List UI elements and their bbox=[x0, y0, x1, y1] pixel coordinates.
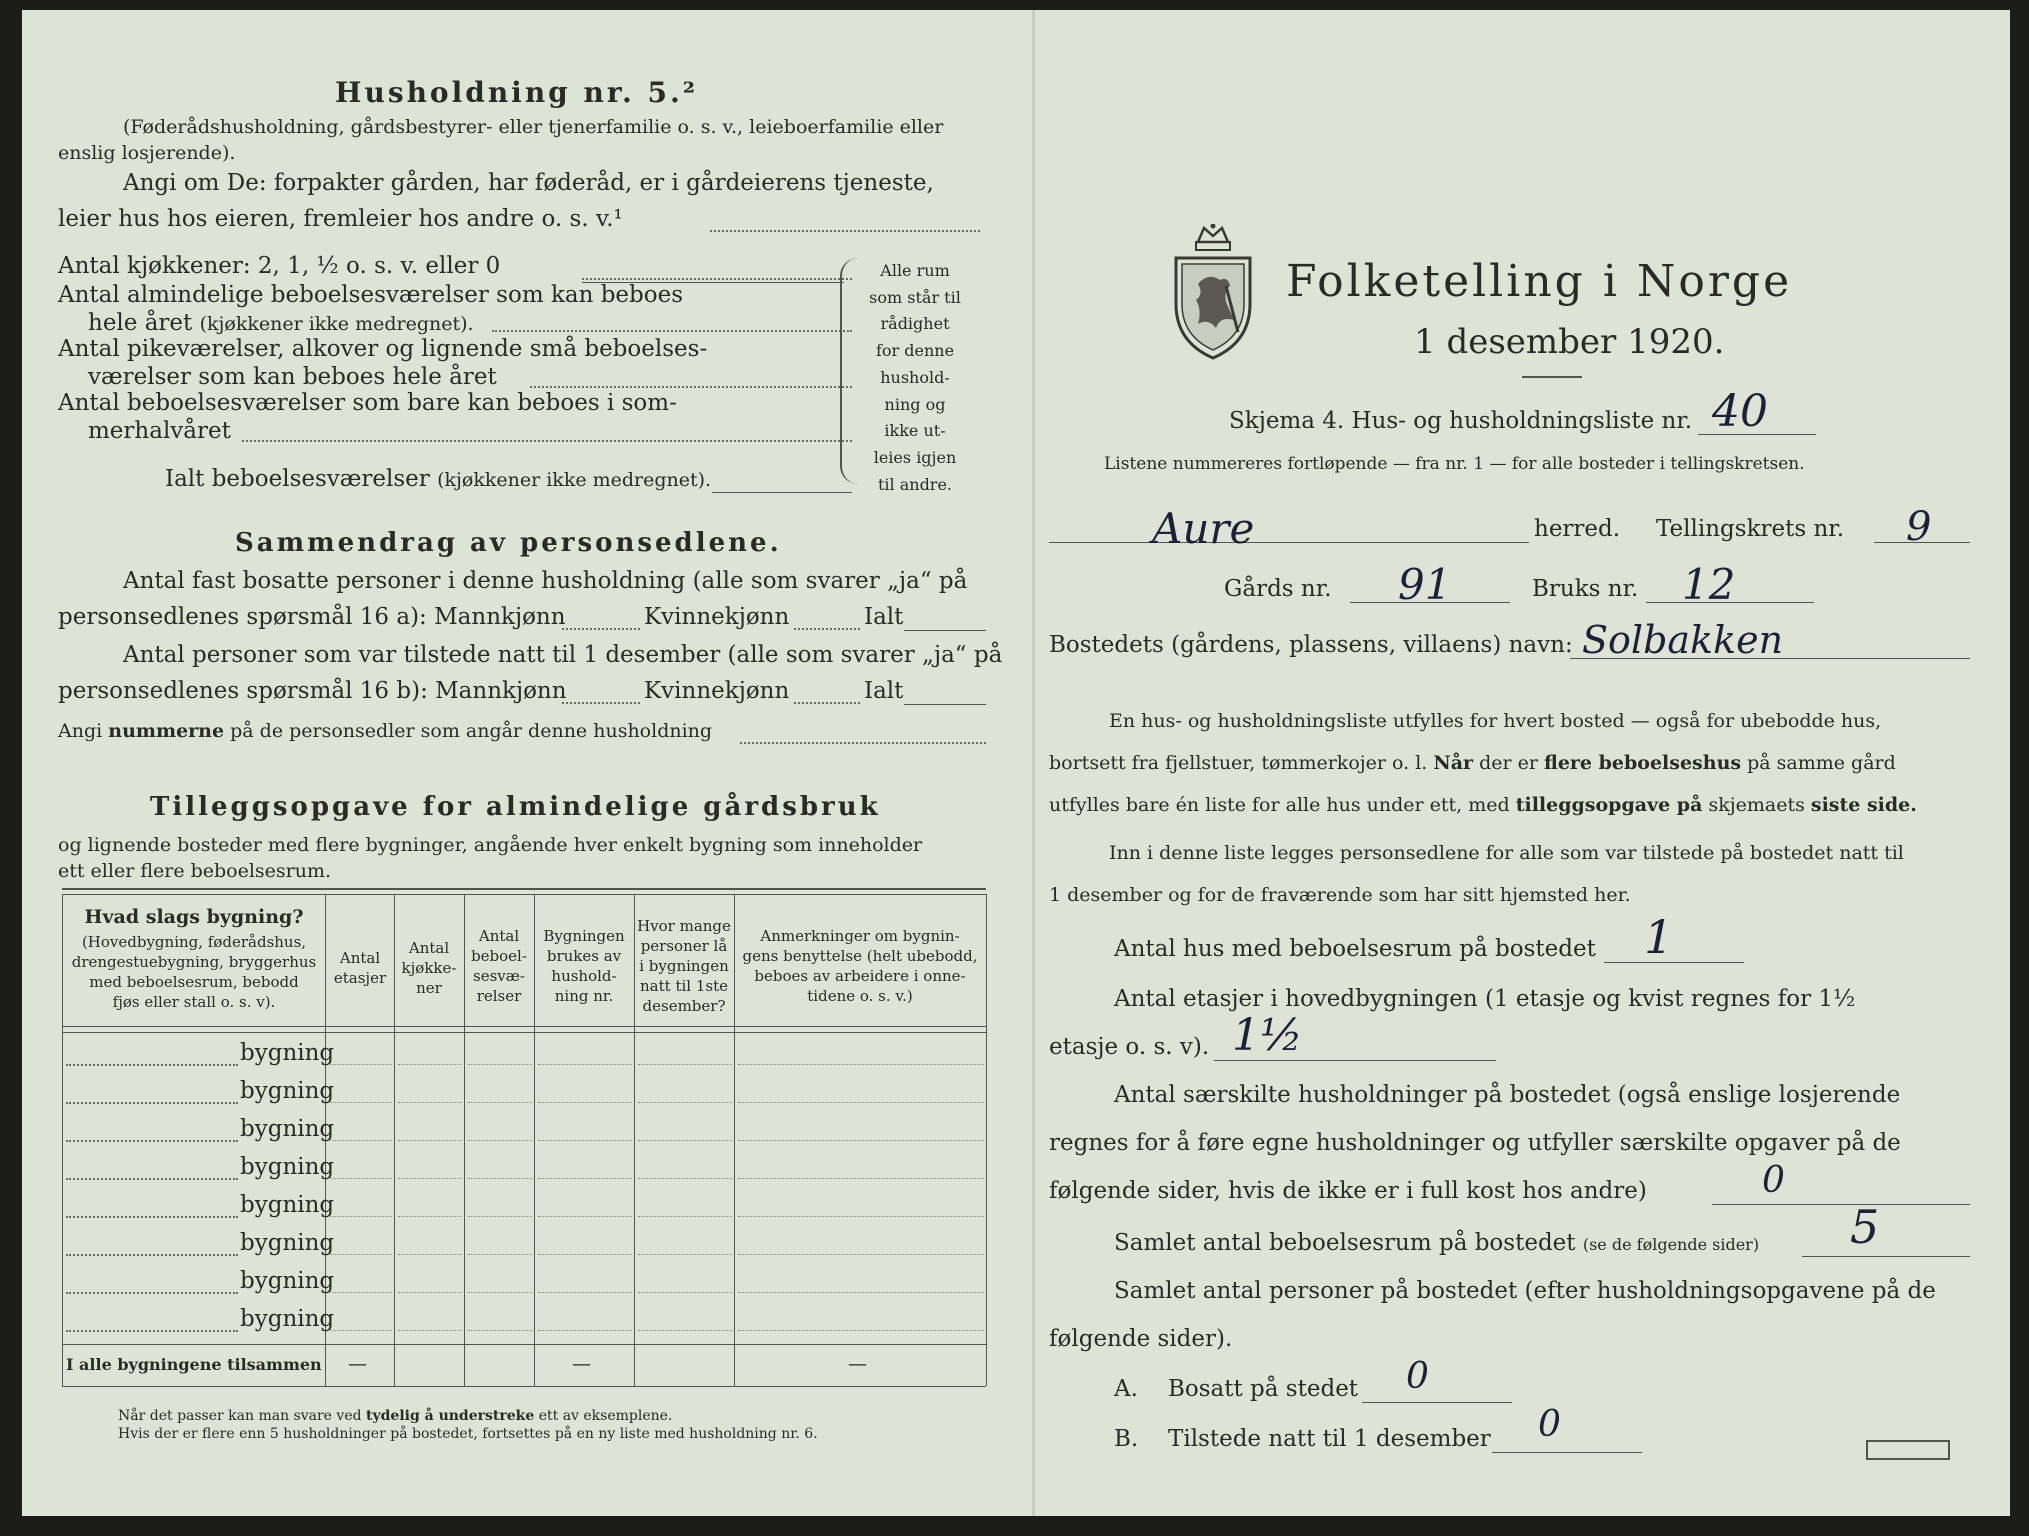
residence-name-value[interactable]: Solbakken bbox=[1582, 618, 1784, 662]
summary-line-1: Antal fast bosatte personer i denne husholdning (alle som svarer „ja“ på bbox=[123, 568, 968, 594]
col-building-type-sub-line: drengestuebygning, bryggerhus bbox=[71, 953, 317, 971]
brace-note-line: Alle rum bbox=[880, 261, 950, 280]
table-cell[interactable] bbox=[468, 1102, 532, 1103]
table-cell[interactable] bbox=[398, 1064, 462, 1065]
kitchens-label: Antal kjøkkener: 2, 1, ½ o. s. v. eller 0 bbox=[58, 253, 501, 279]
census-form-sheet bbox=[22, 10, 2010, 1516]
col-persons-header-line: desember? bbox=[642, 997, 726, 1015]
col-persons-header-line: i bygningen bbox=[639, 957, 729, 975]
table-cell[interactable] bbox=[738, 1140, 984, 1141]
holding-number-value[interactable]: 12 bbox=[1682, 560, 1736, 609]
table-cell[interactable] bbox=[538, 1102, 632, 1103]
title-rule bbox=[1522, 376, 1582, 378]
total-notes-dash: — bbox=[848, 1353, 867, 1375]
supplement-line-1: og lignende bosteder med flere bygninger, angående hver enkelt bygning som inneholder bbox=[58, 834, 923, 856]
col-persons-header-line: natt til 1ste bbox=[640, 977, 728, 995]
instructions-1-line-2: bortsett fra fjellstuer, tømmerkojer o. l. Når der er flere beboelseshus på samme gård bbox=[1049, 752, 1896, 774]
maid-rooms-field[interactable] bbox=[530, 386, 852, 388]
table-cell[interactable] bbox=[538, 1254, 632, 1255]
brace-note-line: leies igjen bbox=[873, 447, 957, 467]
building-type-field[interactable] bbox=[66, 1064, 238, 1066]
households-value[interactable]: 0 bbox=[1762, 1160, 1785, 1201]
col-notes-header-line: tidene o. s. v.) bbox=[807, 987, 913, 1005]
table-cell[interactable] bbox=[638, 1292, 732, 1293]
table-cell[interactable] bbox=[468, 1216, 532, 1217]
holding-number-label: Bruks nr. bbox=[1532, 576, 1639, 602]
table-cell[interactable] bbox=[638, 1330, 732, 1331]
schema-label: Skjema 4. Hus- og husholdningsliste nr. bbox=[1229, 408, 1693, 434]
instructions-1-line-3: utfylles bare én liste for alle hus under ett, med tilleggsopgave på skjemaets siste side. bbox=[1049, 794, 1917, 816]
col-notes-header-line: beboes av arbeidere i onne- bbox=[754, 967, 966, 985]
col-persons-header-line: personer lå bbox=[640, 937, 728, 955]
total-row-label: I alle bygningene tilsammen bbox=[66, 1355, 322, 1374]
table-cell[interactable] bbox=[328, 1254, 392, 1255]
angi-line-1: Angi om De: forpakter gården, har føderåd, er i gårdeierens tjeneste, bbox=[123, 170, 934, 196]
table-cell[interactable] bbox=[468, 1140, 532, 1141]
table-cell[interactable] bbox=[738, 1102, 984, 1103]
total-label-2: Ialt bbox=[864, 678, 904, 704]
supplement-line-2: ett eller flere beboelsesrum. bbox=[58, 860, 332, 882]
table-cell[interactable] bbox=[538, 1178, 632, 1179]
table-cell[interactable] bbox=[538, 1140, 632, 1141]
col-floors-header-line: etasjer bbox=[333, 969, 387, 987]
table-cell[interactable] bbox=[398, 1254, 462, 1255]
farm-number-value[interactable]: 91 bbox=[1398, 560, 1452, 609]
table-cell[interactable] bbox=[398, 1102, 462, 1103]
maid-rooms-label-1: Antal pikeværelser, alkover og lignende små beboelses- bbox=[58, 336, 708, 362]
male-residents-field[interactable] bbox=[562, 628, 640, 630]
table-cell[interactable] bbox=[738, 1292, 984, 1293]
summary-line-4: personsedlenes spørsmål 16 b): Mannkjønn bbox=[58, 678, 567, 704]
table-cell[interactable] bbox=[328, 1064, 392, 1065]
household-subtitle-2: enslig losjerende). bbox=[58, 142, 236, 164]
table-cell[interactable] bbox=[398, 1330, 462, 1331]
person-numbers-field[interactable] bbox=[740, 742, 986, 744]
col-rooms-header-line: sesvæ- bbox=[473, 967, 525, 985]
brace-note-line: ikke ut- bbox=[884, 421, 946, 441]
table-cell[interactable] bbox=[468, 1254, 532, 1255]
female-present-field[interactable] bbox=[794, 702, 860, 704]
table-cell[interactable] bbox=[328, 1216, 392, 1217]
building-type-field[interactable] bbox=[66, 1254, 238, 1256]
summary-line-2: personsedlenes spørsmål 16 a): Mannkjønn bbox=[58, 604, 566, 630]
col-rooms-header-line: relser bbox=[476, 987, 522, 1005]
municipality-underline bbox=[1049, 542, 1529, 543]
table-cell[interactable] bbox=[398, 1216, 462, 1217]
col-household-header bbox=[535, 926, 633, 1006]
supplement-title: Tilleggsopgave for almindelige gårdsbruk bbox=[150, 792, 881, 822]
brace-note-line: hushold- bbox=[880, 367, 950, 387]
col-kitchens-header-line: kjøkke- bbox=[401, 959, 457, 977]
table-cell[interactable] bbox=[638, 1140, 732, 1141]
building-row-label: bygning bbox=[240, 1078, 335, 1104]
building-row-label: bygning bbox=[240, 1154, 335, 1180]
table-cell[interactable] bbox=[398, 1140, 462, 1141]
female-residents-field[interactable] bbox=[794, 628, 860, 630]
summer-rooms-label-2: merhalvåret bbox=[88, 418, 231, 444]
brace-note-line: for denne bbox=[875, 341, 955, 361]
person-numbers-label: Angi nummerne på de personsedler som angår denne husholdning bbox=[58, 720, 713, 742]
footnote-2: Hvis der er flere enn 5 husholdninger på bostedet, fortsettes på en ny liste med husholdning nr. 6. bbox=[118, 1426, 818, 1442]
table-cell[interactable] bbox=[738, 1254, 984, 1255]
table-cell[interactable] bbox=[738, 1064, 984, 1065]
household-title: Husholdning nr. 5.² bbox=[335, 76, 699, 109]
coat-of-arms-icon bbox=[1168, 224, 1258, 362]
rooms-label-1: Antal almindelige beboelsesværelser som kan beboes bbox=[58, 282, 684, 308]
summary-line-3: Antal personer som var tilstede natt til 1 desember (alle som svarer „ja“ på bbox=[123, 642, 1003, 668]
present-underline bbox=[1492, 1452, 1642, 1453]
table-cell[interactable] bbox=[468, 1178, 532, 1179]
instructions-1-line-1: En hus- og husholdningsliste utfylles for hvert bosted — også for ubebodde hus, bbox=[1109, 710, 1882, 732]
building-type-field[interactable] bbox=[66, 1330, 238, 1332]
brace-note-line: til andre. bbox=[877, 474, 953, 494]
table-cell[interactable] bbox=[468, 1330, 532, 1331]
col-kitchens-header-line: Antal bbox=[408, 939, 450, 957]
brace-note-line: rådighet bbox=[880, 314, 950, 334]
table-cell[interactable] bbox=[638, 1216, 732, 1217]
herred-label: herred. bbox=[1534, 516, 1621, 542]
resident-label-letter: A. bbox=[1114, 1376, 1138, 1402]
table-cell[interactable] bbox=[638, 1102, 732, 1103]
building-row-label: bygning bbox=[240, 1192, 335, 1218]
table-cell[interactable] bbox=[638, 1064, 732, 1065]
col-kitchens-header bbox=[395, 938, 463, 998]
col-notes-header bbox=[735, 926, 985, 1006]
total-label-1: Ialt bbox=[864, 604, 904, 630]
angi-line-2: leier hus hos eieren, fremleier hos andre o. s. v.¹ bbox=[58, 206, 623, 232]
total-rooms-site-underline bbox=[1802, 1256, 1970, 1257]
present-value[interactable]: 0 bbox=[1538, 1404, 1561, 1445]
table-cell[interactable] bbox=[738, 1216, 984, 1217]
table-cell[interactable] bbox=[638, 1178, 732, 1179]
table-cell[interactable] bbox=[638, 1254, 732, 1255]
total-rooms-field[interactable] bbox=[712, 492, 852, 493]
male-present-field[interactable] bbox=[562, 702, 640, 704]
floors-label-1: Antal etasjer i hovedbygningen (1 etasje og kvist regnes for 1½ bbox=[1114, 986, 1856, 1012]
instructions-2-line-2: 1 desember og for de fraværende som har sitt hjemsted her. bbox=[1049, 884, 1631, 906]
table-cell[interactable] bbox=[538, 1216, 632, 1217]
col-rooms-header-line: beboel- bbox=[471, 947, 527, 965]
col-household-header-line: Bygningen bbox=[543, 927, 625, 945]
total-residents-field[interactable] bbox=[904, 630, 986, 631]
female-label-1: Kvinnekjønn bbox=[644, 604, 790, 630]
table-cell[interactable] bbox=[738, 1330, 984, 1331]
resident-underline bbox=[1362, 1402, 1512, 1403]
col-notes-header-line: Anmerkninger om bygnin- bbox=[760, 927, 960, 945]
rooms-field[interactable] bbox=[492, 330, 852, 332]
numbering-note: Listene nummereres fortløpende — fra nr. 1 — for alle bosteder i tellingskretsen. bbox=[1104, 454, 1805, 474]
col-rooms-header bbox=[465, 926, 533, 1006]
total-floors-dash: — bbox=[348, 1353, 367, 1375]
farm-number-label: Gårds nr. bbox=[1224, 576, 1332, 602]
col-persons-header bbox=[635, 916, 733, 1016]
district-value[interactable]: 9 bbox=[1906, 504, 1932, 550]
households-label-1: Antal særskilte husholdninger på bostedet (også enslige losjerende bbox=[1114, 1082, 1901, 1108]
building-row-label: bygning bbox=[240, 1268, 335, 1294]
brace-note-line: som står til bbox=[869, 287, 961, 307]
building-row-label: bygning bbox=[240, 1230, 335, 1256]
building-row-label: bygning bbox=[240, 1040, 335, 1066]
brace-note bbox=[860, 258, 970, 498]
household-subtitle-1: (Føderådshusholdning, gårdsbestyrer- eller tjenerfamilie o. s. v., leieboerfamilie eller bbox=[123, 116, 944, 138]
table-cell[interactable] bbox=[738, 1178, 984, 1179]
instructions-2-line-1: Inn i denne liste legges personsedlene for alle som var tilstede på bostedet natt til bbox=[1109, 842, 1904, 864]
building-row-label: bygning bbox=[240, 1306, 335, 1332]
table-cell[interactable] bbox=[468, 1292, 532, 1293]
col-household-header-line: brukes av bbox=[546, 947, 622, 965]
list-number-value[interactable]: 40 bbox=[1712, 386, 1768, 437]
houses-label: Antal hus med beboelsesrum på bostedet bbox=[1114, 936, 1596, 962]
col-building-type-sub-line: (Hovedbygning, føderådshus, bbox=[81, 933, 307, 951]
floors-value[interactable]: 1½ bbox=[1232, 1010, 1303, 1061]
col-building-type-sub bbox=[66, 932, 322, 1012]
table-cell[interactable] bbox=[328, 1330, 392, 1331]
building-type-field[interactable] bbox=[66, 1140, 238, 1142]
col-persons-header-line: Hvor mange bbox=[637, 917, 731, 935]
total-persons-label-1: Samlet antal personer på bostedet (efter husholdningsopgavene på de bbox=[1114, 1278, 1936, 1304]
total-persons-label-2: følgende sider). bbox=[1049, 1326, 1233, 1352]
households-label-2: regnes for å føre egne husholdninger og utfyller særskilte opgaver på de bbox=[1049, 1130, 1901, 1156]
present-label-letter: B. bbox=[1114, 1426, 1139, 1452]
col-household-header-line: ning nr. bbox=[554, 987, 614, 1005]
municipality-value[interactable]: Aure bbox=[1152, 504, 1255, 553]
col-floors-header-line: Antal bbox=[339, 949, 381, 967]
footnote-1: Når det passer kan man svare ved tydelig å understreke ett av eksemplene. bbox=[118, 1408, 673, 1424]
residence-name-label: Bostedets (gårdens, plassens, villaens) navn: bbox=[1049, 632, 1573, 658]
col-building-type-sub-line: med beboelsesrum, bebodd bbox=[89, 973, 299, 991]
female-label-2: Kvinnekjønn bbox=[644, 678, 790, 704]
col-household-header-line: hushold- bbox=[551, 967, 617, 985]
summer-rooms-label-1: Antal beboelsesværelser som bare kan beboes i som- bbox=[58, 390, 677, 416]
present-label: Tilstede natt til 1 desember bbox=[1168, 1426, 1491, 1452]
building-type-field[interactable] bbox=[66, 1102, 238, 1104]
col-rooms-header-line: Antal bbox=[478, 927, 520, 945]
building-type-field[interactable] bbox=[66, 1216, 238, 1218]
table-cell[interactable] bbox=[538, 1064, 632, 1065]
printer-stamp bbox=[1866, 1440, 1950, 1460]
brace bbox=[840, 258, 858, 484]
total-household-dash: — bbox=[572, 1353, 591, 1375]
households-label-3: følgende sider, hvis de ikke er i full kost hos andre) bbox=[1049, 1178, 1647, 1204]
col-floors-header bbox=[326, 948, 394, 988]
resident-label: Bosatt på stedet bbox=[1168, 1376, 1359, 1402]
floors-label-2: etasje o. s. v). bbox=[1049, 1034, 1210, 1060]
col-building-type-sub-line: fjøs eller stall o. s. v). bbox=[112, 993, 276, 1011]
building-type-field[interactable] bbox=[66, 1292, 238, 1294]
table-cell[interactable] bbox=[398, 1178, 462, 1179]
houses-value[interactable]: 1 bbox=[1644, 910, 1674, 964]
table-cell[interactable] bbox=[468, 1064, 532, 1065]
building-row-label: bygning bbox=[240, 1116, 335, 1142]
total-rooms-site-value[interactable]: 5 bbox=[1850, 1200, 1880, 1254]
summer-rooms-field[interactable] bbox=[242, 440, 852, 442]
table-cell[interactable] bbox=[328, 1102, 392, 1103]
summary-title: Sammendrag av personsedlene. bbox=[235, 528, 782, 558]
resident-value[interactable]: 0 bbox=[1406, 1356, 1429, 1397]
total-present-field[interactable] bbox=[904, 704, 986, 705]
page-fold bbox=[1032, 10, 1035, 1516]
angi-answer-field[interactable] bbox=[710, 230, 980, 232]
households-underline bbox=[1712, 1204, 1970, 1205]
table-cell[interactable] bbox=[538, 1330, 632, 1331]
total-rooms-label: Ialt beboelsesværelser (kjøkkener ikke medregnet). bbox=[165, 466, 712, 492]
total-rooms-site-label: Samlet antal beboelsesrum på bostedet (se de følgende sider) bbox=[1114, 1230, 1760, 1256]
table-cell[interactable] bbox=[328, 1140, 392, 1141]
col-kitchens-header-line: ner bbox=[416, 979, 442, 997]
table-cell[interactable] bbox=[328, 1178, 392, 1179]
form-title: Folketelling i Norge bbox=[1286, 256, 1793, 307]
col-notes-header-line: gens benyttelse (helt ubebodd, bbox=[742, 947, 978, 965]
form-date: 1 desember 1920. bbox=[1414, 322, 1725, 362]
kitchens-field[interactable] bbox=[582, 278, 852, 280]
table-cell[interactable] bbox=[398, 1292, 462, 1293]
brace-note-line: ning og bbox=[884, 394, 946, 414]
col-building-type-header: Hvad slags bygning? bbox=[84, 906, 304, 928]
maid-rooms-label-2: værelser som kan beboes hele året bbox=[88, 364, 497, 390]
table-cell[interactable] bbox=[328, 1292, 392, 1293]
houses-underline bbox=[1604, 962, 1744, 963]
rooms-label-2: hele året (kjøkkener ikke medregnet). bbox=[88, 310, 474, 336]
building-type-field[interactable] bbox=[66, 1178, 238, 1180]
table-cell[interactable] bbox=[538, 1292, 632, 1293]
district-label: Tellingskrets nr. bbox=[1656, 516, 1845, 542]
